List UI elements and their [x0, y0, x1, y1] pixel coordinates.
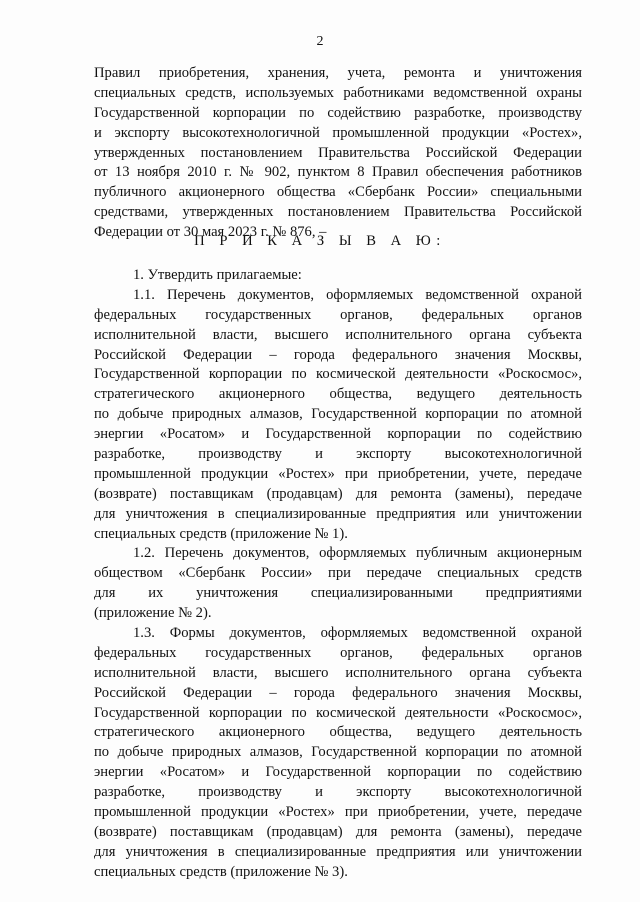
paragraph-line: Государственной корпорации по космической деятельности «Роскосмос», — [94, 704, 582, 721]
paragraph — [94, 266, 582, 286]
paragraph-line: по добыче природных алмазов, Государственной корпорации по атомной — [94, 406, 582, 423]
paragraph-line: энергии «Росатом» и Государственной корпорации по содействию — [94, 764, 582, 781]
paragraph-line: федеральных государственных органов, федеральных органов — [94, 644, 582, 661]
paragraph-line: для уничтожения в специализированные предприятия или уничтожении — [94, 843, 582, 860]
paragraph-line: разработке, производству и экспорту высокотехнологичной — [94, 784, 582, 801]
paragraph-line: 1.3. Формы документов, оформляемых ведомственной охраной — [133, 625, 582, 642]
page-number: 2 — [316, 34, 324, 49]
paragraph — [94, 286, 582, 545]
paragraph-line: Российской Федерации – города федерального значения Москвы, — [94, 346, 582, 363]
paragraph-line: разработке, производству и экспорту высокотехнологичной — [94, 446, 582, 463]
paragraph-line: 1.1. Перечень документов, оформляемых ведомственной охраной — [133, 286, 582, 303]
paragraph-line: Российской Федерации – города федерального значения Москвы, — [94, 684, 582, 701]
paragraph-line: обществом «Сбербанк России» при передаче специальных средств — [94, 565, 582, 582]
preamble-line: от 13 ноября 2010 г. № 902, пунктом 8 Правил обеспечения работников — [94, 164, 582, 181]
order-body — [94, 266, 582, 883]
paragraph-line: исполнительной власти, высшего исполнительного органа субъекта — [94, 664, 582, 681]
paragraph — [94, 544, 582, 624]
paragraph-line: федеральных государственных органов, федеральных органов — [94, 306, 582, 323]
preamble-line: Правил приобретения, хранения, учета, ремонта и уничтожения — [94, 65, 582, 81]
paragraph-line: специальных средств (приложение № 1). — [94, 525, 348, 542]
paragraph-line: 1. Утвердить прилагаемые: — [133, 267, 302, 283]
paragraph-line: промышленной продукции «Ростех» при приобретении, учете, передаче — [94, 804, 582, 821]
paragraph-line: 1.2. Перечень документов, оформляемых публичным акционерным — [133, 545, 582, 562]
paragraph-line: для уничтожения в специализированные предприятия или уничтожении — [94, 505, 582, 522]
preamble-line: специальных средств, используемых работниками ведомственной охраны — [94, 84, 582, 101]
preamble-line: и экспорту высокотехнологичной промышленной продукции «Ростех», — [94, 124, 582, 141]
paragraph-line: стратегического акционерного общества, ведущего деятельность — [94, 386, 582, 403]
preamble-line: Федерации от 30 мая 2023 г. № 876, – — [94, 224, 327, 241]
paragraph-line: (приложение № 2). — [94, 605, 212, 622]
paragraph-line: исполнительной власти, высшего исполнительного органа субъекта — [94, 326, 582, 343]
preamble-line: публичного акционерного общества «Сбербанк России» специальными — [94, 184, 582, 201]
paragraph-line: промышленной продукции «Ростех» при приобретении, учете, передаче — [94, 465, 582, 482]
paragraph-line: для их уничтожения специализированными предприятиями — [94, 585, 582, 602]
paragraph-line: по добыче природных алмазов, Государственной корпорации по атомной — [94, 744, 582, 761]
paragraph — [94, 624, 582, 883]
paragraph-line: энергии «Росатом» и Государственной корпорации по содействию — [94, 426, 582, 443]
preamble-line: средствами, утвержденных постановлением Правительства Российской — [94, 204, 582, 221]
preamble-text — [94, 64, 582, 243]
paragraph-line: стратегического акционерного общества, ведущего деятельность — [94, 724, 582, 741]
paragraph-line: (возврате) поставщикам (продавцам) для ремонта (замены), передаче — [94, 485, 582, 502]
paragraph-line: (возврате) поставщикам (продавцам) для ремонта (замены), передаче — [94, 823, 582, 840]
preamble-line: утвержденных постановлением Правительства Российской Федерации — [94, 144, 582, 161]
paragraph-line: специальных средств (приложение № 3). — [94, 863, 348, 880]
preamble-line: Государственной корпорации по содействию разработке, производству — [94, 104, 582, 121]
paragraph-line: Государственной корпорации по космической деятельности «Роскосмос», — [94, 366, 582, 383]
order-heading: П Р И К А З Ы В А Ю: — [194, 233, 446, 249]
